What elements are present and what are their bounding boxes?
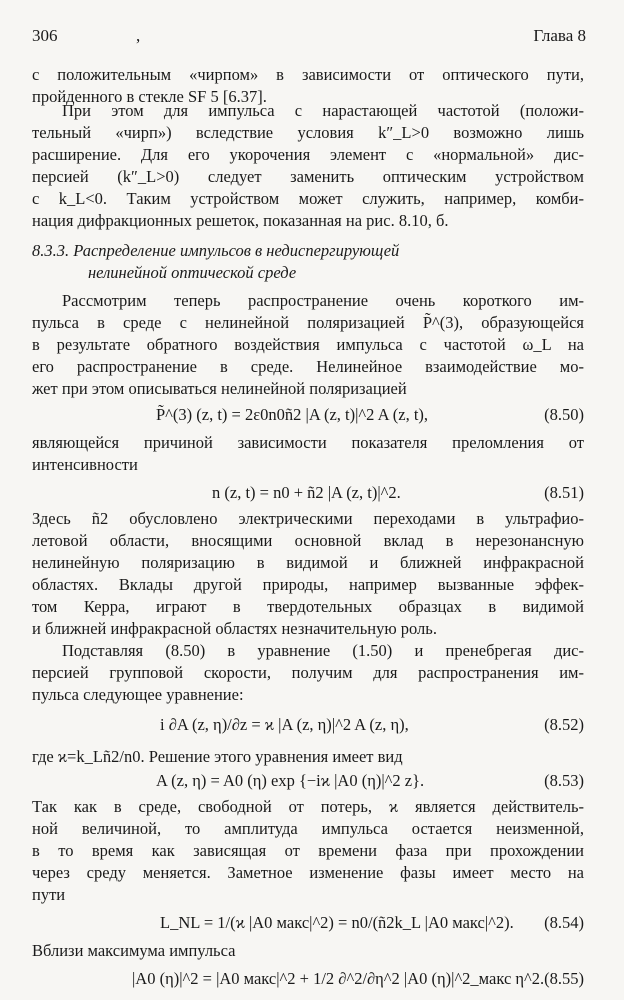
text-line: его распространение в среде. Нелинейное взаимодействие мо- xyxy=(32,357,584,376)
equation-8-55 xyxy=(32,966,584,992)
text-line: интенсивности xyxy=(32,455,138,474)
text-line: с положительным «чирпом» в зависимости от оптического пути, xyxy=(32,65,584,84)
paragraph-solution xyxy=(32,746,584,768)
text-line: пульса следующее уравнение: xyxy=(32,685,244,704)
text-line: областях. Вклады другой природы, например вызванные эффек- xyxy=(32,575,584,594)
equation-8-51 xyxy=(32,480,584,506)
text-line: и ближней инфракрасной областях незначительную роль. xyxy=(32,619,437,638)
equation-8-50 xyxy=(32,402,584,428)
text-line: Подставляя (8.50) в уравнение (1.50) и пренебрегая дис- xyxy=(62,641,584,660)
text-line: пути xyxy=(32,885,66,904)
text-line: где ϰ=k_Lñ2/n0. Решение этого уравнения имеет вид xyxy=(32,747,403,766)
text-line: персией (k″_L>0) следует заменить оптическим устройством xyxy=(32,167,584,186)
equation-number: (8.55) xyxy=(544,969,584,988)
text-line: персией групповой скорости, получим для распространения им- xyxy=(32,663,584,682)
text-line: нелинейную поляризацию в видимой и ближней инфракрасной xyxy=(32,553,584,572)
text-line: через среду меняется. Заметное изменение фазы имеет место на xyxy=(32,863,584,882)
paragraph-substitution xyxy=(32,640,584,706)
text-line: тельный «чирп») вследствие условия k″_L>0 возможно лишь xyxy=(32,123,584,142)
text-line: ной величиной, то амплитуда импульса остается неизменной, xyxy=(32,819,584,838)
text-line: являющейся причиной зависимости показателя преломления от xyxy=(32,433,584,452)
equation-formula: n (z, t) = n0 + ñ2 |A (z, t)|^2. xyxy=(212,483,401,502)
paragraph-chirp xyxy=(32,100,584,232)
equation-formula: A (z, η) = A0 (η) exp {−iϰ |A0 (η)|^2 z}. xyxy=(156,771,425,790)
paragraph-phase xyxy=(32,796,584,906)
running-header xyxy=(32,26,586,48)
equation-formula: |A0 (η)|^2 = |A0 макс|^2 + 1/2 ∂^2/∂η^2 |A0 (η)|^2_макс η^2. xyxy=(132,969,545,988)
paragraph-transitions xyxy=(32,508,584,640)
equation-number: (8.54) xyxy=(544,913,584,932)
equation-formula: L_NL = 1/(ϰ |A0 макс|^2) = n0/(ñ2k_L |A0 макс|^2). xyxy=(160,913,514,932)
text-line: в то время как зависящая от времени фаза при прохождении xyxy=(32,841,584,860)
paragraph-maximum xyxy=(32,940,584,962)
equation-number: (8.51) xyxy=(544,483,584,502)
text-line: пульса в среде с нелинейной поляризацией P̃^(3), образующейся xyxy=(32,313,584,332)
section-heading-line: нелинейной оптической среде xyxy=(88,263,297,282)
text-line: При этом для импульса с нарастающей частотой (положи- xyxy=(62,101,584,120)
section-heading xyxy=(32,240,584,284)
equation-number: (8.53) xyxy=(544,771,584,790)
text-line: Вблизи максимума импульса xyxy=(32,941,236,960)
equation-8-53 xyxy=(32,768,584,794)
equation-formula: i ∂A (z, η)/∂z = ϰ |A (z, η)|^2 A (z, η), xyxy=(160,715,409,734)
text-line: пройденного в стекле SF 5 [6.37]. xyxy=(32,87,267,106)
equation-number: (8.52) xyxy=(544,715,584,734)
text-line: в результате обратного воздействия импульса с частотой ω_L на xyxy=(32,335,584,354)
section-heading-line: 8.3.3. Распределение импульсов в недиспергирующей xyxy=(32,241,400,260)
equation-formula: P̃^(3) (z, t) = 2ε0n0ñ2 |A (z, t)|^2 A (z, t), xyxy=(156,405,429,424)
text-line: с k_L<0. Таким устройством может служить, например, комби- xyxy=(32,189,584,208)
text-line: том Керра, играют в твердотельных образцах в видимой xyxy=(32,597,584,616)
text-line: Здесь ñ2 обусловлено электрическими переходами в ультрафио- xyxy=(32,509,584,528)
equation-8-52 xyxy=(32,712,584,738)
chapter-title: Глава 8 xyxy=(533,26,586,45)
paragraph-index xyxy=(32,432,584,476)
text-line: Рассмотрим теперь распространение очень короткого им- xyxy=(62,291,584,310)
text-line: летовой области, вносящими основной вклад в нерезонансную xyxy=(32,531,584,550)
paragraph-nonlinear xyxy=(32,290,584,400)
equation-number: (8.50) xyxy=(544,405,584,424)
text-line: жет при этом описываться нелинейной поляризацией xyxy=(32,379,407,398)
header-mark: , xyxy=(136,26,141,45)
equation-8-54 xyxy=(32,910,584,936)
page-number: 306 xyxy=(32,26,58,45)
text-line: нация дифракционных решеток, показанная на рис. 8.10, б. xyxy=(32,211,449,230)
text-line: Так как в среде, свободной от потерь, ϰ является действитель- xyxy=(32,797,584,816)
text-line: расширение. Для его укорочения элемент с «нормальной» дис- xyxy=(32,145,584,164)
